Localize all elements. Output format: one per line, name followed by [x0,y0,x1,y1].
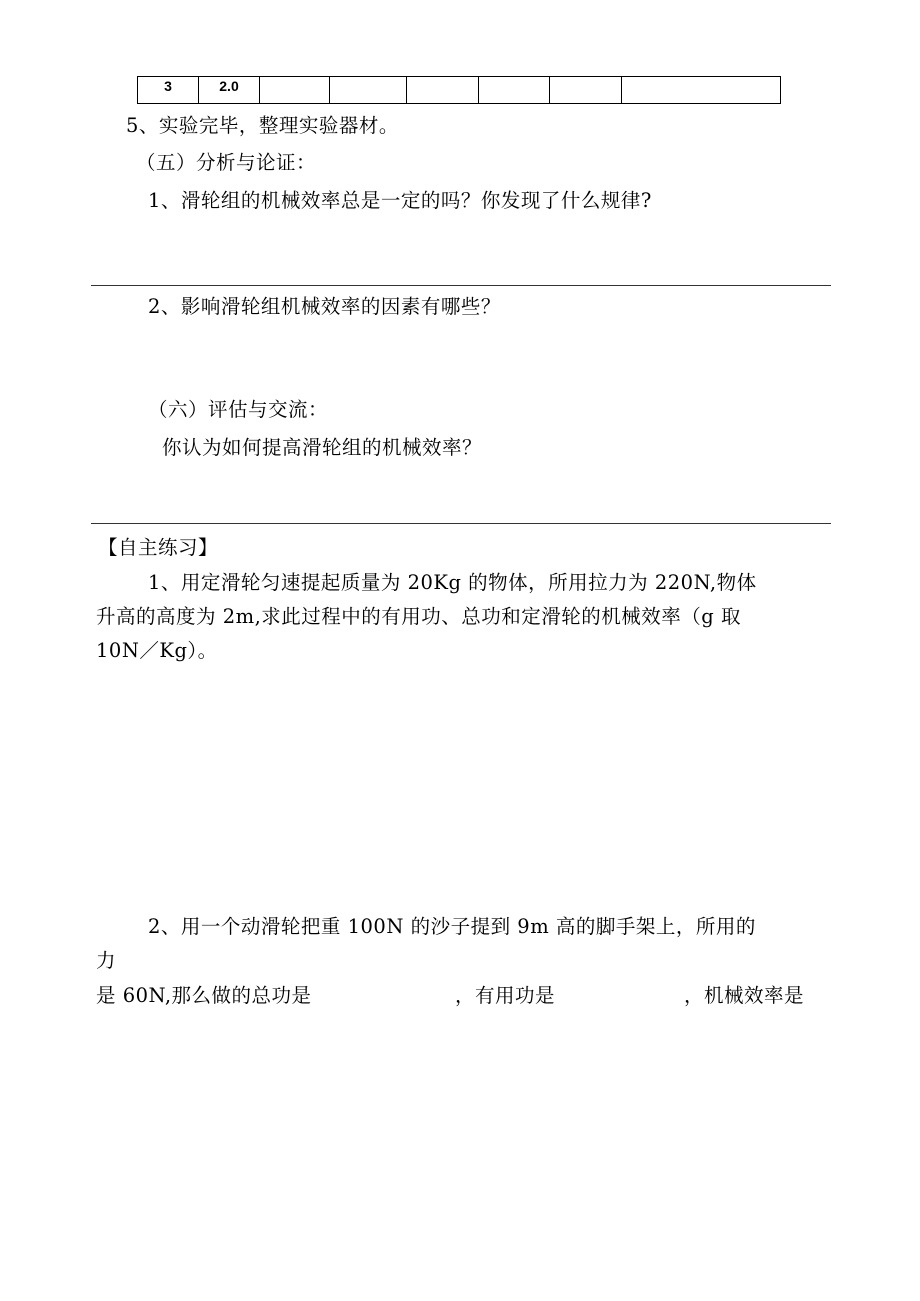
table-cell[interactable] [479,77,550,104]
table-cell[interactable] [622,77,781,104]
practice-2-efficiency-prompt: ，机械效率是 [684,984,805,1007]
section6-heading: （六）评估与交流： [148,398,329,421]
data-table [137,76,781,104]
section5-question-1: 1、滑轮组的机械效率总是一定的吗？你发现了什么规律? [148,189,652,212]
section5-heading: （五）分析与论证： [136,151,317,174]
table-cell-weight: 2.0 [199,77,260,104]
practice-2-total-work-prompt: 是 60N,那么做的总功是 [96,984,312,1007]
practice-1-line-2: 升高的高度为 2m,求此过程中的有用功、总功和定滑轮的机械效率（g 取 [96,605,741,628]
practice-2-useful-work-prompt: ，有用功是 [455,984,556,1007]
table-cell-trial: 3 [138,77,199,104]
practice-heading: 【自主练习】 [98,536,219,559]
practice-1-line-3: 10N／Kg）。 [96,639,218,662]
step5-text: 5、实验完毕，整理实验器材。 [126,114,399,137]
answer-line-1 [91,285,831,286]
section6-question: 你认为如何提高滑轮组的机械效率？ [162,436,483,459]
table-cell[interactable] [260,77,330,104]
practice-2-line-1: 2、用一个动滑轮把重 100N 的沙子提到 9m 高的脚手架上，所用的 [148,915,756,938]
practice-2-line-2: 力 [96,949,117,972]
table-cell[interactable] [550,77,622,104]
section5-question-2: 2、影响滑轮组机械效率的因素有哪些？ [148,295,501,318]
table-row [138,77,781,104]
practice-1-line-1: 1、用定滑轮匀速提起质量为 20Kg 的物体，所用拉力为 220N,物体 [148,571,757,594]
table-cell[interactable] [407,77,479,104]
table-cell[interactable] [330,77,407,104]
answer-line-2 [91,523,831,524]
